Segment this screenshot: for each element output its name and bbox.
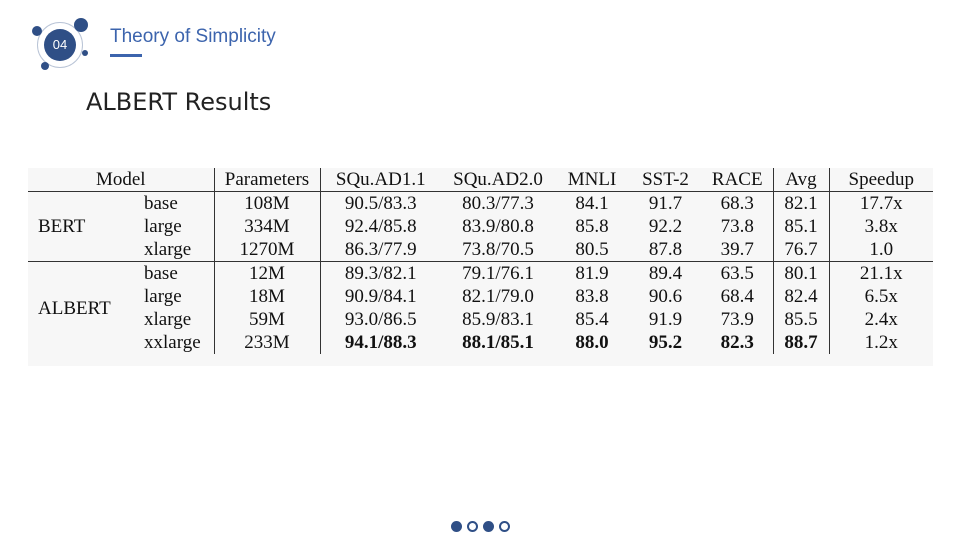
table-cell: 233M [214,331,320,354]
table-row [28,308,933,331]
table-cell: 81.9 [575,263,609,284]
pager-dot[interactable] [451,521,462,532]
table-cell: 12M [214,262,320,286]
title-underline [110,54,142,57]
model-size-cell: large [132,285,214,308]
table-header-row [28,168,933,192]
table-cell: 85.1 [773,215,829,238]
table-cell: 90.9/84.1 [344,286,417,307]
table-cell: 17.7x [859,193,903,214]
table-cell: 80.1 [773,262,829,286]
table-cell: 85.5 [773,308,829,331]
slide-subtitle: ALBERT Results [86,88,272,116]
table-row [28,238,933,262]
table-cell: 39.7 [702,238,773,262]
table-cell: 88.7 [773,331,829,354]
badge-dot [32,26,42,36]
table-cell: 59M [214,308,320,331]
table-cell: 18M [214,285,320,308]
table-cell: 80.5 [555,238,629,262]
table-cell: 1.2x [864,332,898,353]
table-cell: 95.2 [648,332,683,353]
table-cell: 89.3/82.1 [344,263,417,284]
section-number: 04 [44,29,76,61]
column-header: Parameters [214,168,320,192]
table-cell: 83.9/80.8 [462,216,534,237]
table-cell: 83.8 [575,286,609,307]
table-cell: 73.9 [702,308,773,331]
column-header: SQu.AD2.0 [441,168,555,192]
column-header: MNLI [555,168,629,192]
table-cell: 1.0 [829,238,933,262]
table-cell: 73.8 [702,215,773,238]
table-cell: 334M [214,215,320,238]
table-cell: 3.8x [864,216,898,237]
model-size-cell: xxlarge [132,331,214,354]
table-cell: 88.0 [575,332,609,353]
badge-dot [41,62,49,70]
table-cell: 91.9 [648,309,683,330]
table-cell: 90.6 [648,286,683,307]
table-cell: 2.4x [864,309,898,330]
table-cell: 86.3/77.9 [320,238,441,262]
table-cell: 92.4/85.8 [344,216,417,237]
table-cell: 80.3/77.3 [462,193,534,214]
table-row [28,192,933,216]
model-size-cell: large [132,215,214,238]
pager-dot[interactable] [483,521,494,532]
table-cell: 90.5/83.3 [344,193,417,214]
table-row [28,331,933,354]
badge-dot [74,18,88,32]
pager-dot[interactable] [499,521,510,532]
table-cell: 89.4 [648,263,683,284]
pager-dot[interactable] [467,521,478,532]
table-cell: 91.7 [648,193,683,214]
table-cell: 63.5 [702,262,773,286]
table-cell: 76.7 [773,238,829,262]
table-cell: 73.8/70.5 [441,238,555,262]
table-cell: 68.3 [702,192,773,216]
model-size-cell: xlarge [132,238,214,262]
column-header: Speedup [829,168,933,192]
section-title: Theory of Simplicity [110,26,276,47]
table-cell: 87.8 [629,238,702,262]
table-cell: 79.1/76.1 [462,263,534,284]
model-size-cell: base [132,262,214,286]
table-cell: 93.0/86.5 [344,309,417,330]
column-header: Avg [773,168,829,192]
table-row [28,262,933,286]
column-header: SQu.AD1.1 [320,168,441,192]
table-cell: 88.1/85.1 [462,332,534,353]
table-cell: 82.3 [702,331,773,354]
badge-dot [82,50,88,56]
section-badge [30,16,96,72]
results-table [28,168,933,354]
model-size-cell: base [132,192,214,216]
table-cell: 84.1 [575,193,609,214]
model-group-label: ALBERT [38,297,111,319]
table-cell: 1270M [214,238,320,262]
column-header: RACE [702,168,773,192]
table-cell: 92.2 [648,216,683,237]
table-cell: 68.4 [702,285,773,308]
table-cell: 108M [214,192,320,216]
table-cell: 85.4 [575,309,609,330]
table-cell: 85.9/83.1 [462,309,534,330]
table-cell: 85.8 [575,216,609,237]
table-cell: 6.5x [864,286,898,307]
table-cell: 82.1 [773,192,829,216]
table-cell: 82.1/79.0 [462,286,534,307]
table-cell: 94.1/88.3 [344,332,417,353]
model-size-cell: xlarge [132,308,214,331]
table-cell: 82.4 [773,285,829,308]
results-table-image [28,168,933,366]
model-group-label: BERT [28,192,132,262]
table-cell: 21.1x [859,263,903,284]
column-header: SST-2 [629,168,702,192]
table-row [28,215,933,238]
table-row [28,285,933,308]
column-header: Model [28,168,214,192]
